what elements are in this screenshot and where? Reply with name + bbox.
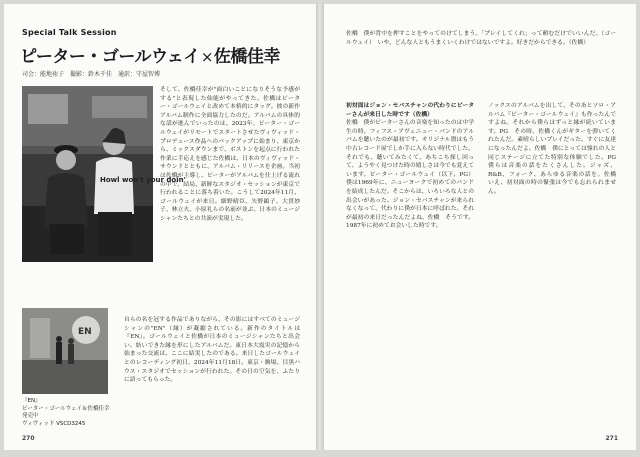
interview-photo bbox=[22, 86, 186, 262]
page-number-left: 270 bbox=[22, 435, 35, 442]
left-page bbox=[4, 4, 316, 450]
page-gutter bbox=[316, 4, 324, 450]
title-part-a: ピーター・ゴールウェイ bbox=[20, 47, 200, 67]
right-top-text: 佐橋 僕が背中を押すことをやってのけてしまう。「プレイしてくれ」って頼むだけでいいんだ。（ゴールウェイ） いや、どんな人ともうまくいくわけではないですよ。好きだからできる。（佐橋） bbox=[346, 31, 616, 46]
staff-credits: 司会：能地祐子 撮影：鈴木千佳 通訳：守屋智博 bbox=[22, 71, 161, 78]
svg-text:EN: EN bbox=[78, 327, 92, 337]
section-heading: 初対面はジョン・セバスチャンの代わりにピーターさんが来日した時です（佐橋） bbox=[346, 103, 474, 118]
right-left-column bbox=[346, 102, 474, 428]
left-main-column bbox=[160, 86, 300, 324]
album-illustration bbox=[22, 308, 108, 394]
right-right-text: ノックスのアルバムを出して、そのあとソロ・アルバム『ピーター・ゴールウェイ』も作ったんですよね。それから僕らはずっと縁が続いています。PG その時、佐橋くんがギターを弾いてくれたんだ。素晴らしいプレイだった。すぐに友達になったんだよ。佐橋 僕にとっては憧れの人と同じステージに立てた特別な体験でした。PG 僕らは音楽の話をたくさんした。ジャズ、R&B、フォーク、あらゆる音楽の話を。佐橋 いえ、初対面の時の緊張は今でも忘れられません。 bbox=[488, 103, 622, 195]
left-bottom-column bbox=[124, 316, 300, 428]
album-title: 『EN』 bbox=[22, 398, 41, 404]
title-part-b: 佐橋佳幸 bbox=[213, 47, 280, 67]
title-cross: × bbox=[200, 48, 213, 66]
album-caption bbox=[22, 398, 132, 428]
section-kicker: Special Talk Session bbox=[22, 28, 117, 37]
album-catalog: ヴィヴィッド VSCD3245 bbox=[22, 420, 86, 427]
page-number-right: 271 bbox=[605, 435, 618, 442]
article-title bbox=[20, 42, 280, 67]
tshirt-print: Howl won't your doin' bbox=[100, 176, 186, 184]
album-artist: ピーター・ゴールウェイ＆佐橋佳幸 bbox=[22, 405, 110, 412]
left-main-text: そして、佐橋佳幸が"面白いことになりそうな予感がする"と表現した仙能がやってきた。佐橋はピーター・ゴールウェイと改めて本格的にタッグ。彼の新作アルバム制作に全面協力したのだ。アルバムの具体的な話が進んでいったのは、2023年。ピーター・ゴールウェイがリモートでスタートさせたヴィヴィッド・プロデュース作品へのバックアップに始まり、東京から、ミックスダウンまで、ボストンを起点に行われた作業に手応えを感じた佐橋は、日本のヴィヴィッド・サウンドとともに、アルバム・リリースを企画。当初は佐橋が主導し、ピーターがアルバムを仕上げる流れの中で、結局、新鮮なスタジオ・セッションが東京で行われることに落ち着いた。こうして2024年11月、ゴールウェイが来日。細野晴臣、矢野顕子、大貫妙子、林立夫、小原礼らの名前が並ぶ。日本のミュージシャンたちとの共演が実現した。 bbox=[160, 87, 300, 222]
right-right-column bbox=[488, 102, 622, 428]
album-status: 発売中 bbox=[22, 413, 39, 419]
album-cover bbox=[22, 308, 108, 394]
right-left-text: 佐橋 僕がピーターさんの音楽を知ったのは中学生の時。フィフス・アヴェニュー・バンドのアルバムを聴いたのが最初です。オリジナル盤はもう中古レコード屋でしか手に入らない時代でした。それでも、聴いてみたくて、あちこち探し回って、ようやく見つけた時の嬉しさは今でも覚えています。ピーター・ゴールウェイ（以下、PG）僕は1969年に、ニューヨークで初めてのバンドを結成したんだ。そこからは、いろいろな人との出会いがあった。ジョン・セバスチャンが来られなくなって、代わりに僕が日本に呼ばれた。それが最初の来日だったんだよね。佐橋 そうです。1987年に初めてお会いした時です。 bbox=[346, 120, 474, 230]
right-page bbox=[324, 4, 636, 450]
photo-illustration bbox=[22, 86, 186, 262]
left-bottom-text: 自らの名を冠する作品でありながら、その影にはすべてのミュージシャンの"EN"（縁）が凝縮されている。新作のタイトルは『EN』。ゴールウェイと佐橋が日本のミュージシャンたちと出会い、紡いできた縁を形にしたアルバムだ。東日本大震災の記憶から始まった交流は、ここに結実したのである。来日したゴールウェイとのレコーディング初日、2024年11月18日。東京・駒場、目黒ハウス・スタジオでセッションが行われた。その日の空気を、ふたりに語ってもらった。 bbox=[124, 317, 300, 384]
right-top-column bbox=[346, 30, 616, 80]
